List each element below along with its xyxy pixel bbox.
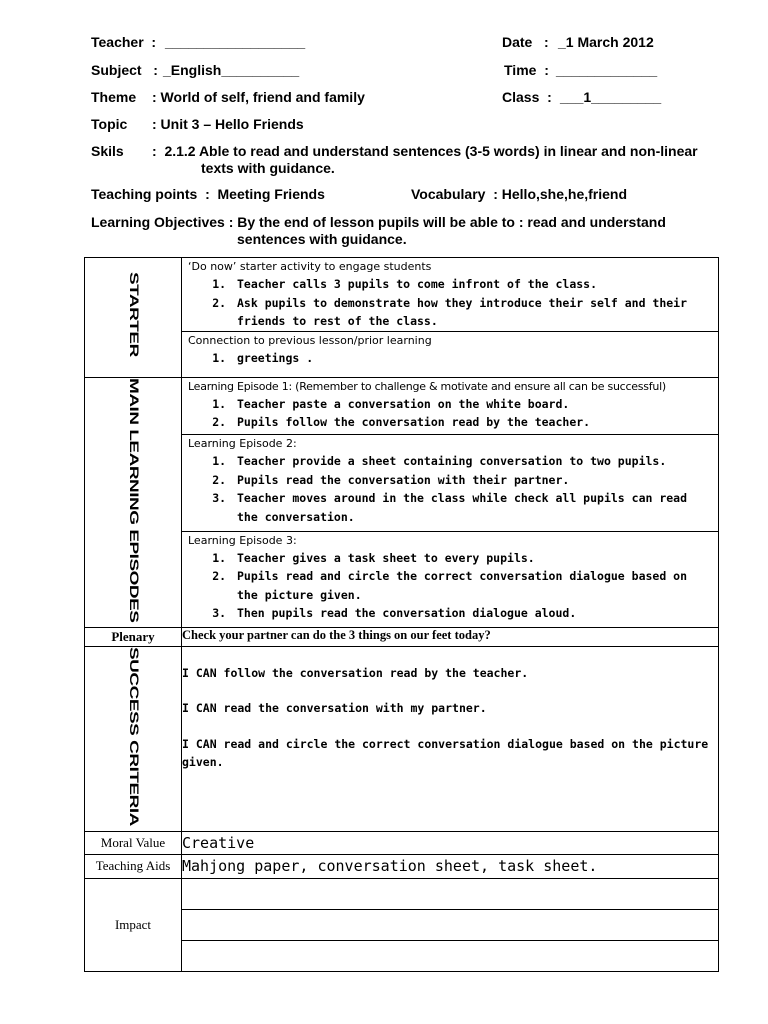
main-learning-episodes-label: MAIN LEARNING EPISODES xyxy=(126,377,140,622)
skills-label: Skils xyxy=(91,143,124,159)
time-field: _____________ xyxy=(556,62,658,78)
learning-objectives-line-2: sentences with guidance. xyxy=(237,231,407,247)
time-label: Time : xyxy=(504,62,549,78)
class-label: Class : xyxy=(502,89,552,105)
success-criteria-side-label xyxy=(85,646,182,831)
starter-label: STARTER xyxy=(126,272,140,358)
connection-title: Connection to previous lesson/prior learning xyxy=(188,333,432,347)
episode-1-title: Learning Episode 1: (Remember to challenge & motivate and ensure all can be successful) xyxy=(188,379,666,393)
success-item: I CAN follow the conversation read by the teacher. xyxy=(182,665,529,680)
lesson-plan-table xyxy=(84,257,719,972)
teacher-label: Teacher : xyxy=(91,34,157,50)
episode-2-cell xyxy=(182,435,719,531)
plenary-text: Check your partner can do the 3 things on our feet today? xyxy=(182,627,719,646)
list-item: 1. Teacher calls 3 pupils to come infront of the class. xyxy=(233,275,712,294)
list-item: 1. Teacher provide a sheet containing conversation to two pupils. xyxy=(233,452,712,471)
connection-cell xyxy=(182,331,719,377)
topic-value: : Unit 3 – Hello Friends xyxy=(152,116,304,132)
list-item: 2. Pupils read the conversation with their partner. xyxy=(233,471,712,490)
moral-value-label: Moral Value xyxy=(85,831,182,854)
impact-line-3[interactable] xyxy=(182,940,719,971)
impact-label: Impact xyxy=(85,878,182,971)
success-criteria-label: SUCCESS CRITERIA xyxy=(126,646,140,826)
impact-line-1[interactable] xyxy=(182,878,719,909)
starter-title: ‘Do now’ starter activity to engage students xyxy=(188,260,432,273)
teacher-field: __________________ xyxy=(165,34,306,50)
theme-value: : World of self, friend and family xyxy=(152,89,365,105)
episode-2-list xyxy=(182,452,718,526)
episode-3-title: Learning Episode 3: xyxy=(188,533,297,547)
class-field: ___1_________ xyxy=(560,89,662,105)
vocabulary: Vocabulary : Hello,she,he,friend xyxy=(411,186,628,202)
teaching-aids-label: Teaching Aids xyxy=(85,854,182,878)
episode-1-list xyxy=(182,395,718,432)
starter-side-label xyxy=(85,258,182,378)
main-episodes-side-label xyxy=(85,377,182,627)
success-criteria-cell xyxy=(182,646,719,831)
learning-objectives-line-1: Learning Objectives : By the end of lesson pupils will be able to : read and understand xyxy=(91,214,666,230)
skills-line-2: texts with guidance. xyxy=(201,160,335,176)
subject-field: _English__________ xyxy=(163,62,300,78)
plenary-label: Plenary xyxy=(85,627,182,646)
list-item: 2. Ask pupils to demonstrate how they introduce their self and their friends to rest of the class. xyxy=(233,294,712,331)
list-item: 1. Teacher gives a task sheet to every pupils. xyxy=(233,549,712,568)
date-label: Date : xyxy=(502,34,549,50)
skills-line-1: : 2.1.2 Able to read and understand sentences (3-5 words) in linear and non-linear xyxy=(152,143,698,159)
episode-3-cell xyxy=(182,531,719,627)
impact-line-2[interactable] xyxy=(182,909,719,940)
list-item: 3. Then pupils read the conversation dialogue aloud. xyxy=(233,604,712,623)
episode-1-cell xyxy=(182,377,719,435)
list-item: 2. Pupils follow the conversation read by the teacher. xyxy=(233,413,712,432)
starter-cell xyxy=(182,258,719,332)
list-item: 3. Teacher moves around in the class while check all pupils can read the conversation. xyxy=(233,489,712,526)
starter-list xyxy=(182,275,718,331)
teaching-aids-text: Mahjong paper, conversation sheet, task sheet. xyxy=(182,854,719,878)
connection-list xyxy=(182,349,718,368)
list-item: 2. Pupils read and circle the correct conversation dialogue based on the picture given. xyxy=(233,567,712,604)
list-item: 1. greetings . xyxy=(233,349,712,368)
list-item: 1. Teacher paste a conversation on the white board. xyxy=(233,395,712,414)
teaching-points: Teaching points : Meeting Friends xyxy=(91,186,325,202)
topic-label: Topic xyxy=(91,116,128,132)
moral-value-text: Creative xyxy=(182,831,719,854)
episode-3-list xyxy=(182,549,718,623)
subject-label: Subject : xyxy=(91,62,158,78)
episode-2-title: Learning Episode 2: xyxy=(188,437,297,451)
theme-label: Theme xyxy=(91,89,137,105)
success-item: I CAN read and circle the correct conversation dialogue based on the picture given. xyxy=(182,736,709,770)
success-item: I CAN read the conversation with my partner. xyxy=(182,701,487,716)
date-field: _1 March 2012 xyxy=(558,34,654,50)
